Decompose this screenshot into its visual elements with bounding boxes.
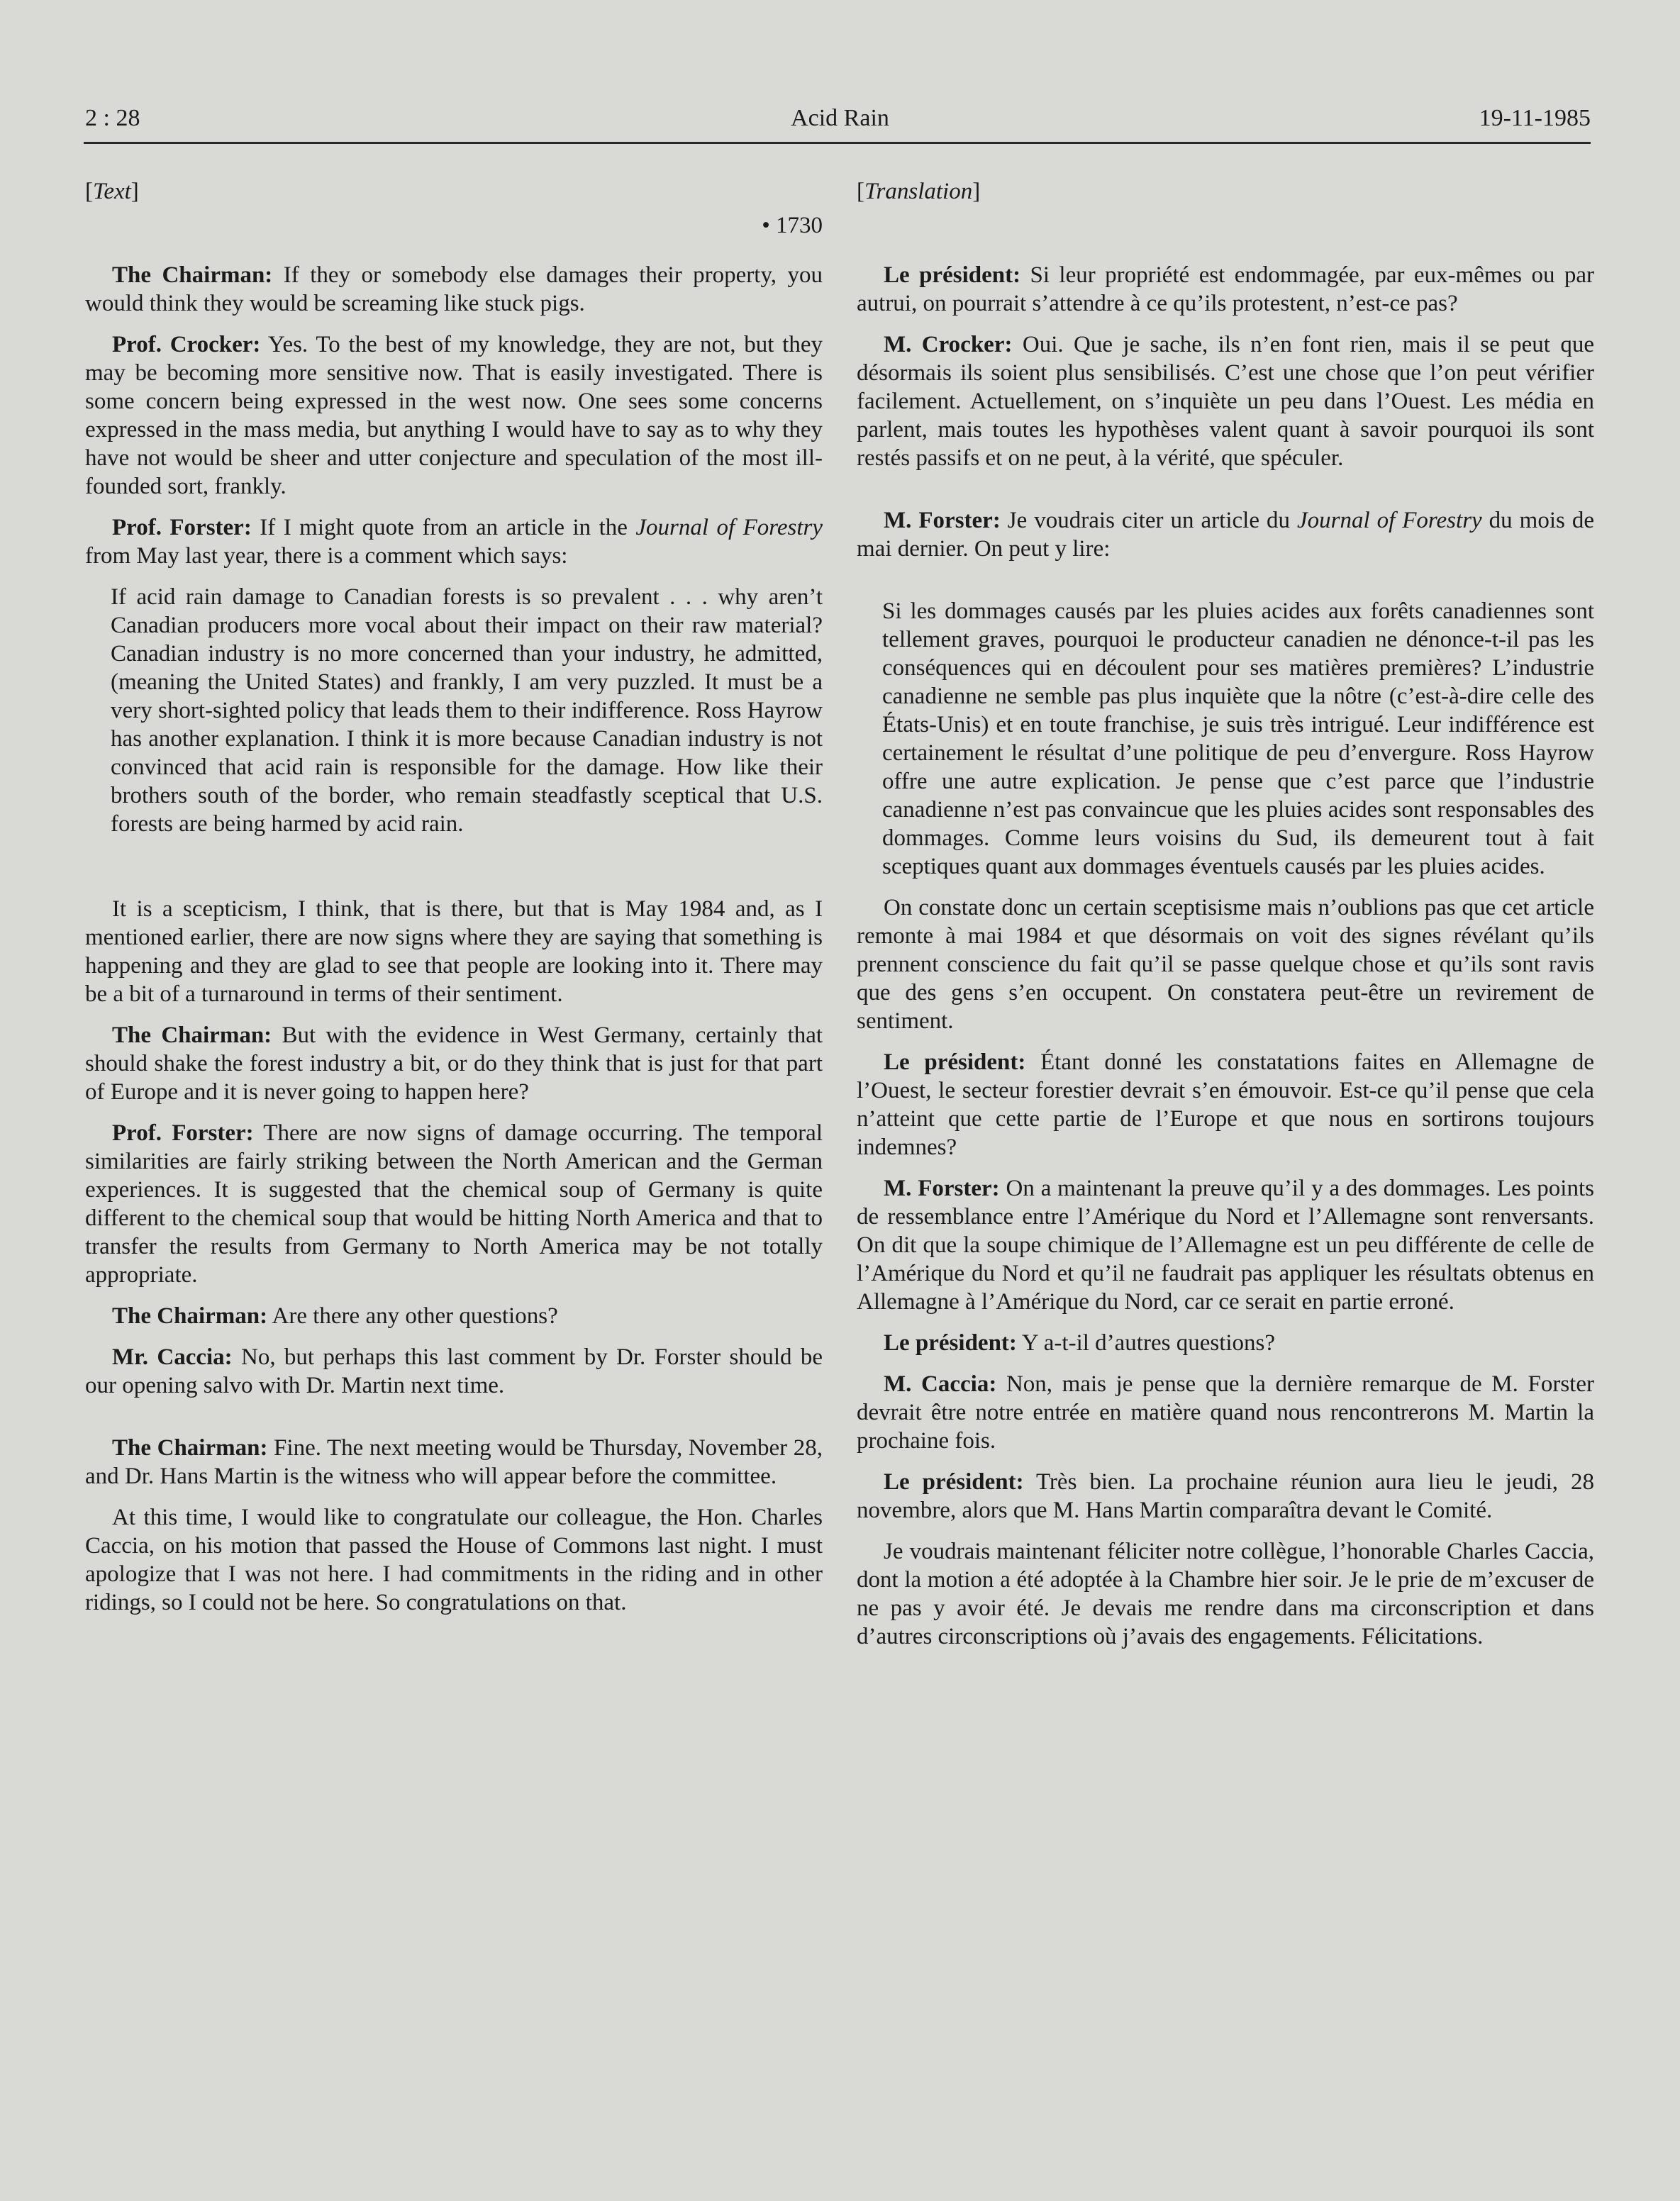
paragraph: Prof. Crocker: Yes. To the best of my knowledge, they are not, but they may be becoming more sensitive now. That is easily investigated. There is some concern being expressed in the west now. One sees some concerns expressed in the mass media, but anything I would have to say as to why they have not would be sheer and utter conjecture and speculation of the most ill-founded sort, frankly. [85,332,823,499]
speaker: The Chairman: [112,262,273,288]
speaker: Le président: [884,1330,1017,1356]
speaker: Prof. Forster: [112,515,252,540]
speaker: Le président: [884,1049,1026,1075]
paragraph: The Chairman: But with the evidence in West Germany, certainly that should shake the forest industry a bit, or do they think that is just for that part of Europe and it is never going to happen here? [85,1023,823,1105]
english-column [85,177,823,1629]
column-label: [Translation] [857,179,981,204]
speaker: Prof. Crocker: [112,332,261,357]
journal-title: Journal of Forestry [635,515,823,540]
paragraph: On constate donc un certain sceptisisme mais n’oublions pas que cet article remonte à mai 1984 et que désormais on voit des signes révélant qu’ils prennent conscience du fait qu’il se passe quelque chose et qu’ils sont ravis que des gens s’en occupent. On constatera peut-être un revirement de sentiment. [857,895,1594,1034]
paragraph: M. Forster: Je voudrais citer un article du Journal of Forestry du mois de mai dernier. On peut y lire: [857,508,1594,562]
french-column [857,177,1594,1664]
speaker: Mr. Caccia: [112,1344,233,1370]
speaker: Prof. Forster: [112,1120,254,1146]
speaker: M. Forster: [884,508,1001,533]
paragraph: The Chairman: Fine. The next meeting would be Thursday, November 28, and Dr. Hans Martin is the witness who will appear before the committee. [85,1435,823,1489]
paragraph: It is a scepticism, I think, that is there, but that is May 1984 and, as I mentioned earlier, there are now signs where they are saying that something is happening and they are glad to see that people are looking into it. There may be a bit of a turnaround in terms of their sentiment. [85,896,823,1007]
speaker: M. Forster: [884,1176,1000,1201]
paragraph: M. Caccia: Non, mais je pense que la dernière remarque de M. Forster devrait être notre entrée en matière quand nous rencontrerons M. Martin la prochaine fois. [857,1371,1594,1454]
header-rule [84,142,1591,144]
journal-title: Journal of Forestry [1296,508,1482,533]
paragraph: At this time, I would like to congratulate our colleague, the Hon. Charles Caccia, on his motion that passed the House of Commons last night. I must apologize that I was not here. I had commitments in the riding and in other ridings, so I could not be here. So congratulations on that. [85,1505,823,1615]
speaker: M. Caccia: [884,1371,997,1397]
block-quote: If acid rain damage to Canadian forests is so prevalent . . . why aren’t Canadian producers more vocal about their impact on their raw material? Canadian industry is no more concerned than your industry, he admitted, (meaning the United States) and frankly, I am very puzzled. It must be a very short-sighted policy that leads them to their indifference. Ross Hayrow has another explanation. I think it is more because Canadian industry is not convinced that acid rain is responsible for the damage. How like their brothers south of the border, who remain steadfastly sceptical that U.S. forests are being harmed by acid rain. [111,584,823,837]
paragraph: Le président: Si leur propriété est endommagée, par eux-mêmes ou par autrui, on pourrait s’attendre à ce qu’ils protestent, n’est-ce pas? [857,262,1594,316]
paragraph: M. Forster: On a maintenant la preuve qu’il y a des dommages. Les points de ressemblance entre l’Amérique du Nord et l’Allemagne sont renversants. On dit que la soupe chimique de l’Allemagne est un peu différente de celle de l’Amérique du Nord et qu’il ne faudrait pas appliquer les résultats obtenus en Allemagne à l’Amérique du Nord, car ce serait en partie erroné. [857,1176,1594,1315]
paragraph: Prof. Forster: There are now signs of damage occurring. The temporal similarities are fairly striking between the North American and the German experiences. It is suggested that the chemical soup of Germany is quite different to the chemical soup that would be hitting North America and that to transfer the results from Germany to North America may be not totally appropriate. [85,1120,823,1288]
speaker: The Chairman: [112,1303,268,1329]
page-number: 2 : 28 [85,105,140,131]
paragraph: The Chairman: If they or somebody else damages their property, you would think they would be screaming like stuck pigs. [85,262,823,316]
column-label: [Text] [85,179,139,204]
paragraph: Prof. Forster: If I might quote from an article in the Journal of Forestry from May last year, there is a comment which says: [85,515,823,569]
paragraph: Le président: Étant donné les constatations faites en Allemagne de l’Ouest, le secteur forestier devrait s’en émouvoir. Est-ce qu’il pense que cela n’atteint que cette partie de l’Europe et que nous en sortirons toujours indemnes? [857,1049,1594,1160]
paragraph: Je voudrais maintenant féliciter notre collègue, l’honorable Charles Caccia, dont la motion a été adoptée à la Chambre hier soir. Je le prie de m’excuser de ne pas y avoir été. Je devais me rendre dans ma circonscription et dans d’autres circonscriptions où j’avais des engagements. Félicitations. [857,1539,1594,1649]
paragraph: Le président: Très bien. La prochaine réunion aura lieu le jeudi, 28 novembre, alors que M. Hans Martin comparaîtra devant le Comité. [857,1469,1594,1523]
paragraph: The Chairman: Are there any other questions? [112,1303,558,1329]
speaker: Le président: [884,1469,1024,1495]
block-quote: Si les dommages causés par les pluies acides aux forêts canadiennes sont tellement graves, pourquoi le producteur canadien ne dénonce-t-il pas les conséquences qui en découlent pour ses matières premières? L’industrie canadienne ne semble pas plus inquiète que la nôtre (c’est-à-dire celle des États-Unis) et en toute franchise, je suis très intrigué. Leur indifférence est certainement le résultat d’une politique de peu d’envergure. Ross Hayrow offre une autre explication. Je pense que c’est parce que l’industrie canadienne n’est pas convaincue que les pluies acides sont responsables des dommages. Comme leurs voisins du Sud, ils demeurent tout à fait sceptiques quant aux dommages éventuels causés par les pluies acides. [882,598,1594,879]
speaker: M. Crocker: [884,332,1013,357]
paragraph: M. Crocker: Oui. Que je sache, ils n’en font rien, mais il se peut que désormais ils soient plus sensibilisés. C’est une chose que l’on peut vérifier facilement. Actuellement, on s’inquiète un peu dans l’Ouest. Les média en parlent, mais toutes les hypothèses valent quant à savoir pourquoi ils sont restés passifs et on ne peut, à la vérité, que spéculer. [857,332,1594,471]
running-title: Acid Rain [791,105,889,131]
speaker: The Chairman: [112,1435,268,1461]
paragraph: Mr. Caccia: No, but perhaps this last comment by Dr. Forster should be our opening salvo with Dr. Martin next time. [85,1344,823,1398]
time-marker: • 1730 [762,213,823,238]
header-date: 19-11-1985 [1479,105,1591,131]
speaker: Le président: [884,262,1021,288]
paragraph: Le président: Y a-t-il d’autres questions? [884,1330,1276,1356]
speaker: The Chairman: [112,1023,272,1048]
